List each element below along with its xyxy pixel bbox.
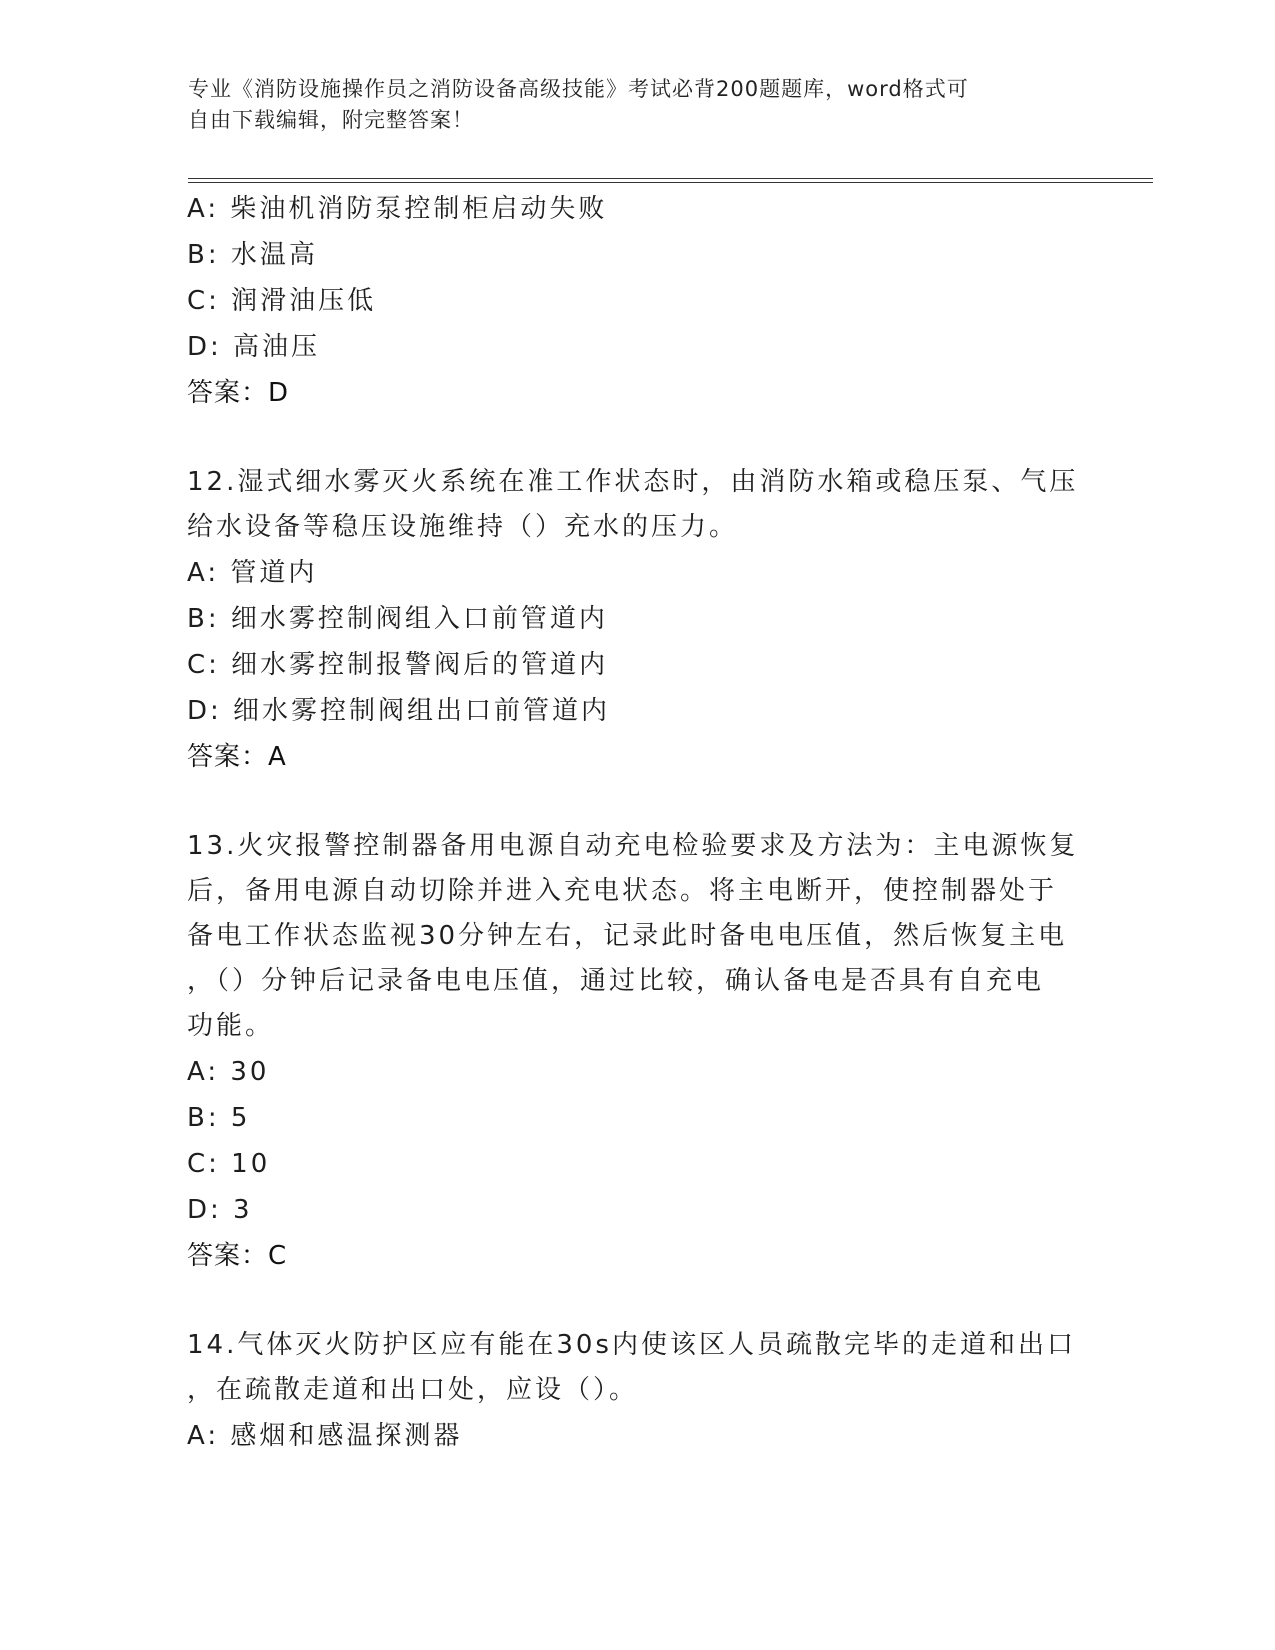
option-b: B: 细水雾控制阀组入口前管道内 — [187, 604, 608, 634]
header-divider-secondary — [188, 182, 1153, 183]
option-b: B: 5 — [187, 1103, 251, 1133]
question-text-line: 备电工作状态监视30分钟左右，记录此时备电电压值，然后恢复主电 — [187, 921, 1068, 951]
option-a: A: 感烟和感温探测器 — [187, 1421, 463, 1451]
question-text-line: 功能。 — [187, 1011, 275, 1041]
question-text-line: 给水设备等稳压设施维持（）充水的压力。 — [187, 512, 739, 542]
question-text-line: 12.湿式细水雾灭火系统在准工作状态时，由消防水箱或稳压泵、气压 — [187, 467, 1079, 497]
question-text-line: 14.气体灭火防护区应有能在30s内使该区人员疏散完毕的走道和出口 — [187, 1330, 1076, 1360]
option-a: A: 管道内 — [187, 558, 318, 588]
option-d: D: 3 — [187, 1195, 253, 1225]
option-c: C: 细水雾控制报警阀后的管道内 — [187, 650, 609, 680]
option-a: A: 柴油机消防泵控制柜启动失败 — [187, 194, 608, 224]
question-block-14 — [187, 1323, 1087, 1459]
question-block-13 — [187, 824, 1087, 1279]
question-text-line: ，在疏散走道和出口处，应设（）。 — [187, 1375, 639, 1405]
question-text-line: 13.火灾报警控制器备用电源自动充电检验要求及方法为：主电源恢复 — [187, 831, 1079, 861]
question-text-line: ，（）分钟后记录备电电压值，通过比较，确认备电是否具有自充电 — [187, 966, 1045, 996]
header-line-1: 专业《消防设施操作员之消防设备高级技能》考试必背200题题库，word格式可 — [188, 77, 969, 101]
document-header — [188, 74, 1078, 136]
question-list — [187, 186, 1087, 1459]
question-block-12 — [187, 460, 1087, 780]
answer-line: 答案：C — [187, 1241, 288, 1271]
header-divider — [188, 178, 1153, 179]
option-a: A: 30 — [187, 1057, 270, 1087]
option-b: B: 水温高 — [187, 240, 318, 270]
option-c: C: 10 — [187, 1149, 271, 1179]
option-d: D: 高油压 — [187, 332, 321, 362]
answer-line: 答案：A — [187, 742, 287, 772]
option-d: D: 细水雾控制阀组出口前管道内 — [187, 696, 611, 726]
option-c: C: 润滑油压低 — [187, 286, 377, 316]
header-line-2: 自由下载编辑，附完整答案！ — [188, 108, 474, 132]
question-text-line: 后，备用电源自动切除并进入充电状态。将主电断开，使控制器处于 — [187, 876, 1058, 906]
question-block-11 — [187, 186, 1087, 416]
answer-line: 答案：D — [187, 378, 290, 408]
